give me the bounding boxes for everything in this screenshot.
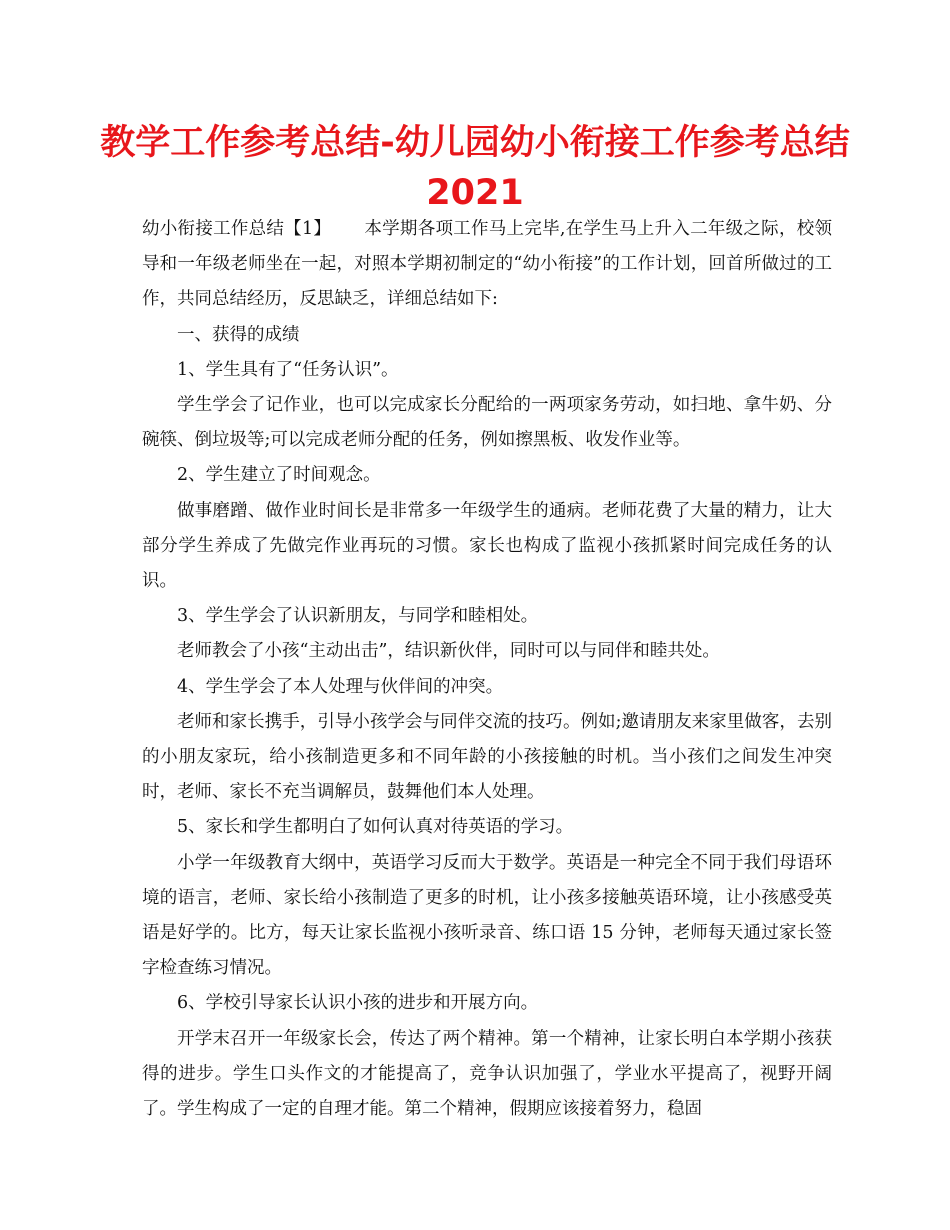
document-body: [142, 212, 832, 1127]
heading-achievements: 一、获得的成绩: [177, 324, 300, 345]
document-title: [100, 118, 850, 218]
paragraph-1: 学生学会了记作业，也可以完成家长分配给的一两项家务劳动，如扫地、拿牛奶、分碗筷、倒垃圾等;可以完成老师分配的任务，例如擦黑板、收发作业等。: [142, 395, 832, 451]
subheading-5: 5、家长和学生都明白了如何认真对待英语的学习。: [177, 817, 574, 838]
paragraph-intro: [142, 212, 832, 318]
paragraph-6: 开学末召开一年级家长会，传达了两个精神。第一个精神，让家长明白本学期小孩获得的进步。学生口头作文的才能提高了，竞争认识加强了，学业水平提高了，视野开阔了。学生构成了一定的自理才能。第二个精神，假期应该接着努力，稳固: [142, 1028, 832, 1120]
subheading-3: 3、学生学会了认识新朋友，与同学和睦相处。: [177, 606, 539, 627]
paragraph-5: 小学一年级教育大纲中，英语学习反而大于数学。英语是一种完全不同于我们母语环境的语言，老师、家长给小孩制造了更多的时机，让小孩多接触英语环境，让小孩感受英语是好学的。比方，每天让家长监视小孩听录音、练口语 15 分钟，老师每天通过家长签字检查练习情况。: [142, 852, 832, 979]
section-label: 幼小衔接工作总结【1】: [142, 219, 332, 239]
subheading-2: 2、学生建立了时间观念。: [177, 465, 381, 486]
paragraph-text: 本学期各项工作马上完毕,在学生马上升入二年级之际，校领导和一年级老师坐在一起，对照本学期初制定的“幼小衔接”的工作计划，回首所做过的工作，共同总结经历，反思缺乏，详细总结如下:: [142, 219, 832, 310]
subheading-6: 6、学校引导家长认识小孩的进步和开展方向。: [177, 993, 539, 1014]
paragraph-2: 做事磨蹭、做作业时间长是非常多一年级学生的通病。老师花费了大量的精力，让大部分学生养成了先做完作业再玩的习惯。家长也构成了监视小孩抓紧时间完成任务的认识。: [142, 500, 832, 592]
title-line-1: 教学工作参考总结-幼儿园幼小衔接工作参考总结: [100, 123, 850, 163]
paragraph-4: 老师和家长携手，引导小孩学会与同伴交流的技巧。例如;邀请朋友来家里做客，去别的小朋友家玩，给小孩制造更多和不同年龄的小孩接触的时机。当小孩们之间发生冲突时，老师、家长不充当调解员，鼓舞他们本人处理。: [142, 711, 832, 803]
title-line-2: 2021: [426, 173, 524, 213]
subheading-1: 1、学生具有了“任务认识”。: [177, 359, 399, 380]
paragraph-3: 老师教会了小孩“主动出击”，结识新伙伴，同时可以与同伴和睦共处。: [177, 641, 720, 662]
subheading-4: 4、学生学会了本人处理与伙伴间的冲突。: [177, 676, 504, 697]
